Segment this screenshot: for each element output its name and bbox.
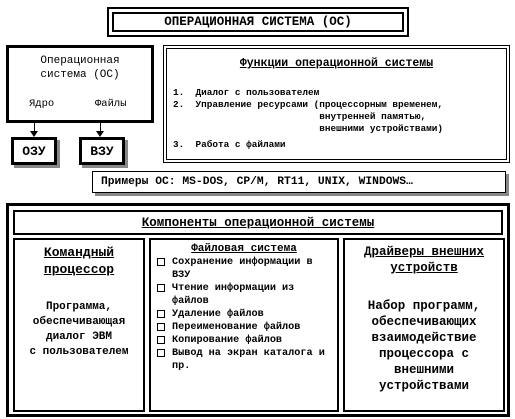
list-item: [157, 347, 333, 373]
checkbox-square-icon: [157, 336, 165, 344]
file-system-item-text: Чтение информации из файлов: [172, 283, 295, 307]
drivers-desc-line: внешними: [393, 363, 454, 377]
functions-box: [163, 45, 510, 163]
cp-desc-line: Программа,: [45, 301, 112, 313]
function-item-3: 3. Работа с файлами: [173, 139, 286, 150]
drivers-desc-line: процессора с: [378, 347, 469, 361]
drivers-desc-line: взаимодействие: [371, 331, 477, 345]
kernel-label: Ядро: [29, 98, 55, 110]
ram-box: ОЗУ: [11, 137, 57, 165]
drivers-column: [343, 238, 505, 412]
functions-heading: Функции операционной системы: [239, 57, 434, 70]
command-processor-column: [13, 238, 145, 412]
function-item-2: 2. Управление ресурсами (процессорным временем,: [173, 99, 444, 110]
cp-desc-line: диалог ЭВМ: [45, 331, 112, 343]
os-title-line1: Операционная: [40, 55, 120, 67]
cp-desc-line: обеспечивающая: [32, 316, 126, 328]
function-item-2-cont-2: внешними устройствами): [173, 123, 444, 134]
storage-box: ВЗУ: [79, 137, 125, 165]
command-processor-heading: [15, 244, 143, 278]
file-system-item-text: Переименование файлов: [172, 322, 301, 333]
function-item-2-cont-1: внутренней памятью,: [173, 111, 427, 122]
examples-box: Примеры ОС: MS-DOS, CP/M, RT11, UNIX, WINDOWS…: [92, 171, 506, 193]
checkbox-square-icon: [157, 323, 165, 331]
file-system-item-text: Удаление файлов: [172, 309, 264, 320]
file-system-heading: Файловая система: [191, 243, 297, 255]
checkbox-square-icon: [157, 310, 165, 318]
command-processor-heading-line1: Командный: [43, 245, 115, 260]
components-box: [6, 203, 510, 417]
components-heading: Компоненты операционной системы: [13, 210, 503, 235]
drivers-heading: [345, 244, 503, 276]
os-box-title: [9, 54, 151, 82]
file-system-item-text: Копирование файлов: [172, 335, 283, 346]
list-item: [157, 256, 333, 282]
list-item: [157, 321, 333, 334]
drivers-desc: [345, 298, 503, 394]
list-item: [157, 334, 333, 347]
drivers-desc-line: Набор программ,: [367, 299, 481, 313]
command-processor-desc: [15, 300, 143, 360]
page-title: ОПЕРАЦИОННАЯ СИСТЕМА (ОС): [112, 12, 404, 32]
drivers-desc-line: обеспечивающих: [371, 315, 477, 329]
checkbox-square-icon: [157, 349, 165, 357]
files-label: Файлы: [95, 98, 127, 110]
os-box: [6, 45, 154, 123]
os-title-line2: система (ОС): [40, 69, 120, 81]
file-system-column: [149, 238, 339, 412]
checkbox-square-icon: [157, 258, 165, 266]
drivers-heading-line2: устройств: [390, 261, 458, 275]
title-box: [107, 7, 409, 37]
checkbox-square-icon: [157, 284, 165, 292]
list-item: [157, 282, 333, 308]
drivers-desc-line: устройствами: [378, 379, 469, 393]
file-system-item-text: Сохранение информации в ВЗУ: [172, 257, 313, 281]
command-processor-heading-line2: процессор: [43, 262, 115, 277]
cp-desc-line: с пользователем: [29, 346, 129, 358]
list-item: [157, 308, 333, 321]
drivers-heading-line1: Драйверы внешних: [363, 245, 485, 259]
function-item-1: 1. Диалог с пользователем: [173, 87, 320, 98]
file-system-list: [157, 256, 333, 373]
file-system-item-text: Вывод на экран каталога и пр.: [172, 348, 325, 372]
